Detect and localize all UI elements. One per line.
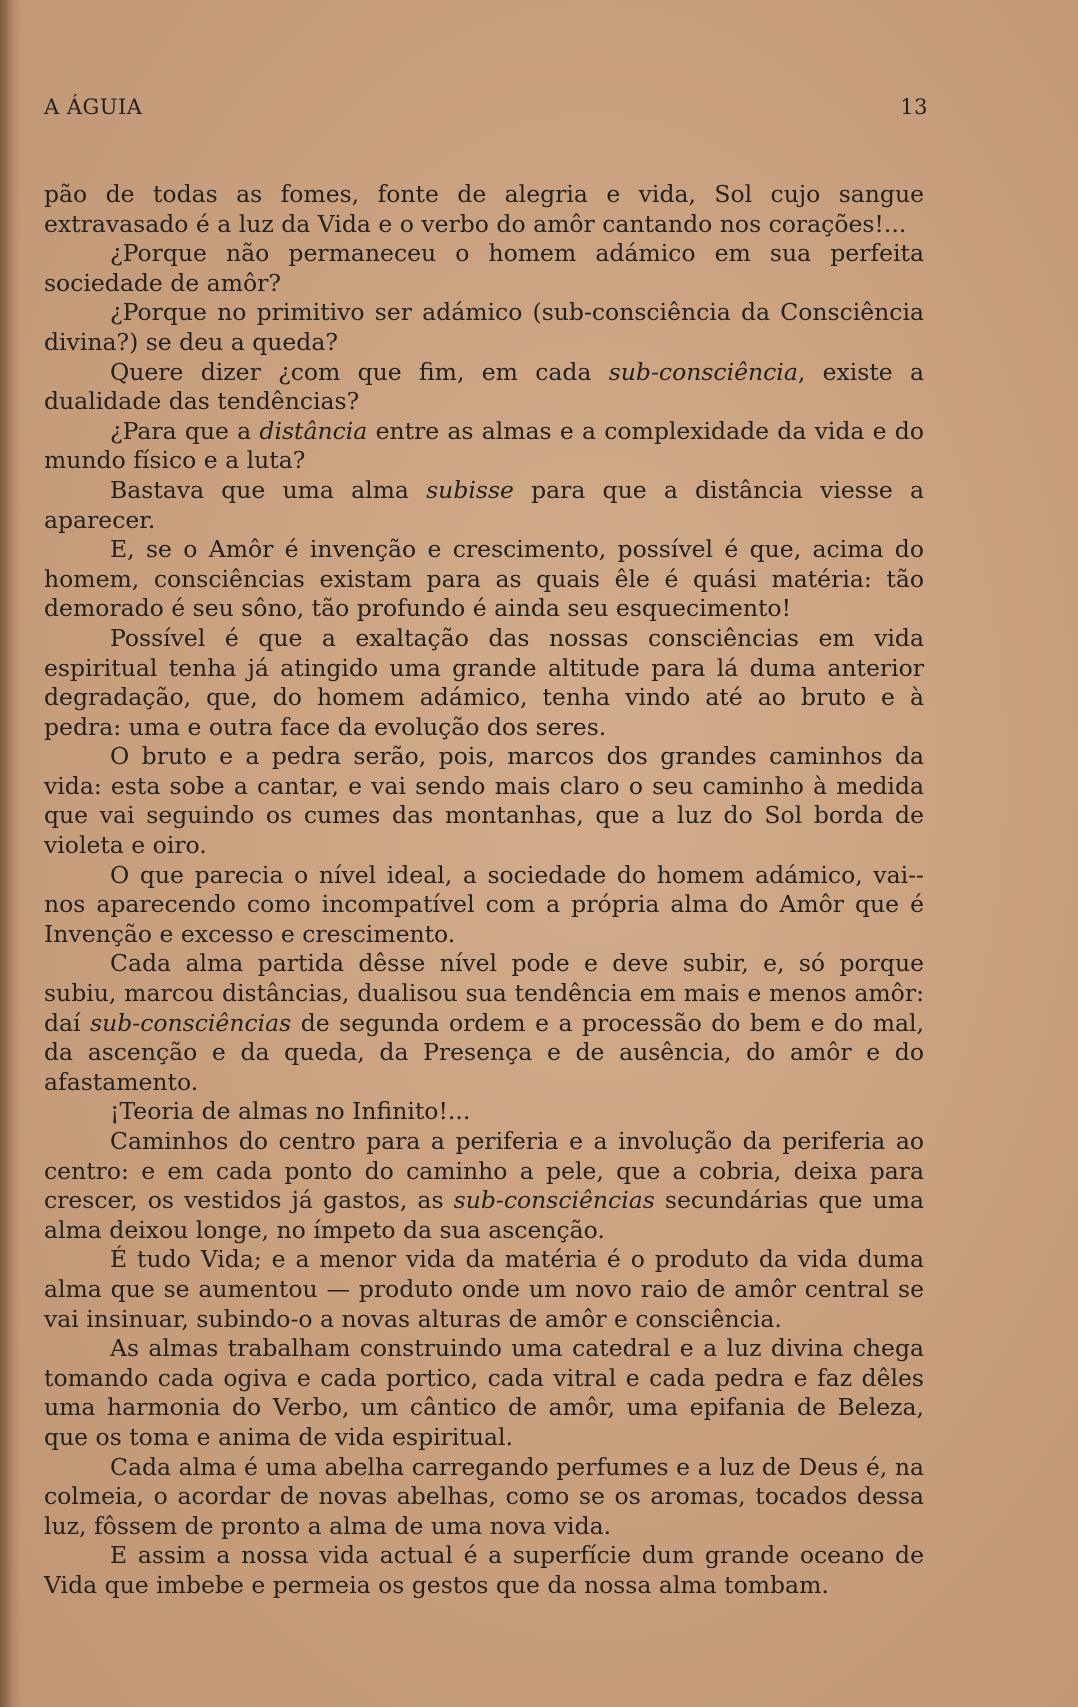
text-run: Caminhos do centro para a periferia e a involução da periferia ao centro: e em cada ponto do caminho a pele, que a cobria, deixa para crescer, os vestidos já gastos, as <box>44 1127 924 1215</box>
paragraph <box>44 298 924 357</box>
running-header <box>44 95 928 119</box>
text-run: As almas trabalham construindo uma catedral e a luz divina chega tomando cada ogiva e cada portico, cada vitral e cada pedra e faz dêles uma harmonia do Verbo, um cântico de amôr, uma epifania de Beleza, que os toma e anima de vida espiritual. <box>44 1334 924 1451</box>
text-run: E assim a nossa vida actual é a superfície dum grande oceano de Vida que imbebe e permeia os gestos que da nossa alma tombam. <box>44 1541 924 1599</box>
text-run: É tudo Vida; e a menor vida da matéria é o produto da vida duma alma que se aumentou — produto onde um novo raio de amôr central se vai insinuar, subindo-o a novas alturas de amôr e consciência. <box>44 1245 924 1333</box>
body-text <box>44 180 924 1601</box>
text-run: O bruto e a pedra serão, pois, marcos dos grandes caminhos da vida: esta sobe a cantar, e vai sendo mais claro o seu caminho à medida que vai seguindo os cumes das montanhas, que a luz do Sol borda de violeta e oiro. <box>44 742 924 860</box>
paragraph <box>44 1453 924 1542</box>
text-run: ¿Para que a <box>110 416 260 445</box>
text-run: pão de todas as fomes, fonte de alegria e vida, Sol cujo sangue extravasado é a luz da Vida e o verbo do amôr cantando nos corações!... <box>44 180 924 238</box>
text-run: ¿Porque não permaneceu o homem adámico em sua perfeita sociedade de amôr? <box>44 239 924 297</box>
paragraph <box>44 1097 924 1127</box>
italic-run: sub-consciências <box>453 1186 655 1215</box>
paragraph <box>44 417 924 476</box>
text-run: ¡Teoria de almas no Infinito!... <box>110 1097 471 1126</box>
text-run: , existe a dualidade das tendências? <box>44 357 924 416</box>
paragraph <box>44 1245 924 1334</box>
journal-title: A ÁGUIA <box>44 95 143 119</box>
text-run: Cada alma partida dêsse nível pode e deve subir, e, só porque subiu, marcou distâncias, dualisou sua tendência em mais e menos amôr: daí <box>44 949 924 1037</box>
italic-run: sub-consciência <box>608 357 798 386</box>
italic-run: sub-consciências <box>90 1008 292 1037</box>
text-run: E, se o Amôr é invenção e crescimento, possível é que, acima do homem, consciências existam para as quais êle é quási matéria: tão demorado é seu sôno, tão profundo é ainda seu esquecimento! <box>44 535 924 623</box>
text-run: para que a distância viesse a aparecer. <box>44 475 924 534</box>
text-run: O que parecia o nível ideal, a sociedade do homem adámico, vai--nos aparecendo como incompatível com a própria alma do Amôr que é Invenção e excesso e crescimento. <box>44 860 924 948</box>
text-run: Cada alma é uma abelha carregando perfumes e a luz de Deus é, na colmeia, o acordar de novas abelhas, como se os aromas, tocados dessa luz, fôssem de pronto a alma de uma nova vida. <box>44 1452 924 1540</box>
text-run: entre as almas e a complexidade da vida e do mundo físico e a luta? <box>44 416 924 475</box>
paragraph <box>44 180 924 239</box>
italic-run: subisse <box>426 475 514 504</box>
paragraph <box>44 358 924 417</box>
text-run: Quere dizer ¿com que fim, em cada <box>110 357 609 386</box>
italic-run: distância <box>259 416 368 445</box>
paragraph <box>44 535 924 624</box>
text-run: ¿Porque no primitivo ser adámico (sub-consciência da Consciência divina?) se deu a queda? <box>44 298 924 356</box>
paragraph <box>44 1127 924 1245</box>
text-run: Possível é que a exaltação das nossas consciências em vida espiritual tenha já atingido uma grande altitude para lá duma anterior degradação, que, do homem adámico, tenha vindo até ao bruto e à pedra: uma e outra face da evolução dos seres. <box>44 623 924 741</box>
text-run: de segunda ordem e a processão do bem e do mal, da ascenção e da queda, da Presença e de ausência, do amôr e do afastamento. <box>44 1008 924 1096</box>
paragraph <box>44 476 924 535</box>
paragraph <box>44 742 924 860</box>
text-run: Bastava que uma alma <box>110 475 427 504</box>
text-run: secundárias que uma alma deixou longe, no ímpeto da sua ascenção. <box>44 1186 924 1244</box>
paragraph <box>44 949 924 1097</box>
page-number: 13 <box>900 95 928 119</box>
paragraph <box>44 624 924 742</box>
paragraph <box>44 861 924 950</box>
paragraph <box>44 1334 924 1452</box>
paragraph <box>44 239 924 298</box>
paragraph <box>44 1541 924 1600</box>
